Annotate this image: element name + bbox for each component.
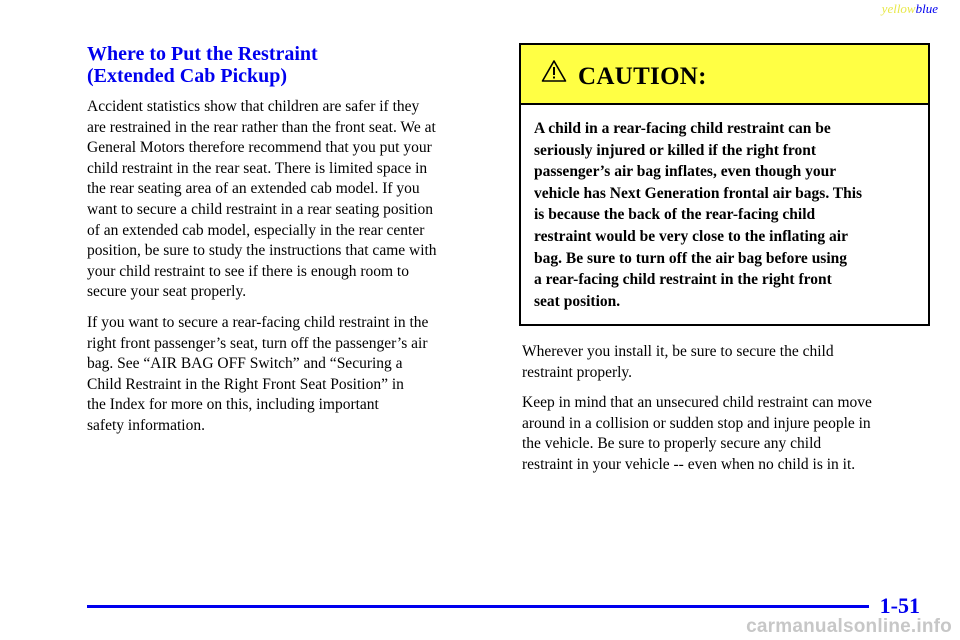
text-line: Child Restraint in the Right Front Seat Position” in (87, 375, 404, 393)
caution-line: a rear-facing child restraint in the right front (534, 271, 832, 289)
text-line: safety information. (87, 416, 205, 434)
left-paragraph-1 (87, 97, 492, 303)
right-paragraph-1 (522, 342, 932, 383)
text-line: Wherever you install it, be sure to secure the child (522, 343, 834, 360)
text-line: right front passenger’s seat, turn off the passenger’s air (87, 334, 428, 352)
caution-line: is because the back of the rear-facing child (534, 206, 816, 224)
text-line: If you want to secure a rear-facing child restraint in the (87, 313, 429, 331)
color-tag (882, 1, 938, 17)
left-column (87, 97, 492, 447)
right-column (522, 342, 932, 486)
text-line: restraint properly. (522, 363, 633, 381)
text-line: child restraint in the rear seat. There is limited space in (87, 159, 428, 177)
text-line: the rear seating area of an extended cab model. If you (87, 180, 420, 198)
text-line: the vehicle. Be sure to properly secure any child (522, 435, 822, 453)
text-line: around in a collision or sudden stop and injure people in (522, 414, 871, 432)
color-tag-blue: blue (915, 1, 938, 16)
caution-box (519, 43, 930, 326)
footer-rule (87, 605, 869, 608)
text-line: of an extended cab model, especially in the rear center (87, 221, 425, 239)
left-paragraph-2 (87, 313, 492, 437)
caution-label: CAUTION: (578, 63, 707, 90)
text-line: position, be sure to study the instructions that came with (87, 242, 437, 260)
text-line: Keep in mind that an unsecured child restraint can move (522, 394, 872, 412)
right-paragraph-2 (522, 393, 932, 475)
text-line: are restrained in the rear rather than the front seat. We at (87, 118, 436, 136)
watermark: carmanualsonline.info (746, 616, 952, 637)
color-tag-yellow: yellow (881, 1, 916, 16)
text-line: Accident statistics show that children are safer if they (87, 98, 420, 115)
caution-line: bag. Be sure to turn off the air bag before using (534, 249, 848, 267)
text-line: bag. See “AIR BAG OFF Switch” and “Securing a (87, 355, 403, 373)
caution-header (521, 45, 928, 105)
text-line: the Index for more on this, including important (87, 396, 379, 414)
caution-body (521, 105, 928, 312)
section-heading-line2: (Extended Cab Pickup) (87, 65, 288, 87)
page-number: 1-51 (879, 593, 920, 618)
text-line: your child restraint to see if there is enough room to (87, 262, 409, 280)
caution-line: A child in a rear-facing child restraint can be (534, 120, 831, 137)
caution-line: restraint would be very close to the inflating air (534, 227, 848, 245)
text-line: secure your seat properly. (87, 283, 247, 301)
section-heading-line1: Where to Put the Restraint (87, 43, 318, 65)
text-line: want to secure a child restraint in a rear seating position (87, 200, 434, 218)
caution-line: seriously injured or killed if the right front (534, 141, 817, 159)
caution-line: seat position. (534, 292, 621, 310)
section-heading (87, 43, 487, 87)
text-line: restraint in your vehicle -- even when no child is in it. (522, 455, 856, 473)
caution-line: vehicle has Next Generation frontal air bags. This (534, 184, 863, 202)
caution-line: passenger’s air bag inflates, even though your (534, 163, 837, 181)
text-line: General Motors therefore recommend that you put your (87, 139, 432, 157)
warning-triangle-icon (541, 59, 567, 88)
